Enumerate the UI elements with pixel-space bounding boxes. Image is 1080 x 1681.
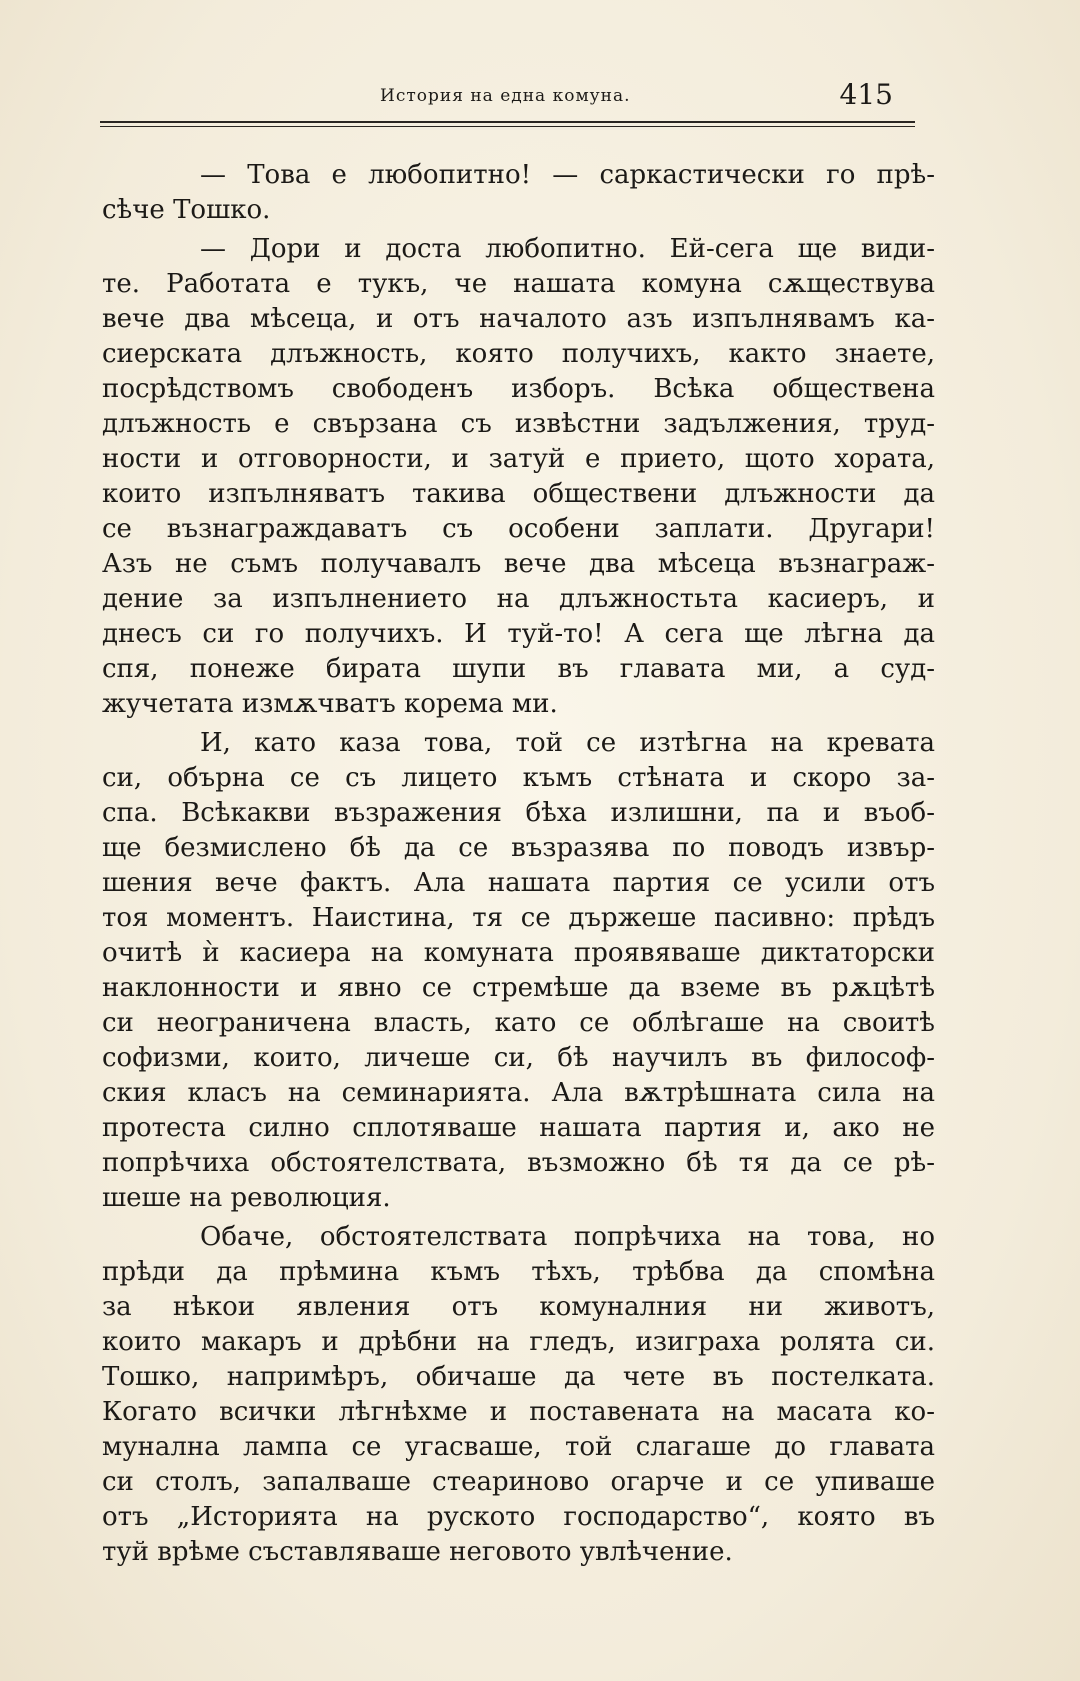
text-line: ще безмислено бѣ да се възразява по поводъ извър- <box>102 833 935 863</box>
text-line: попрѣчиха обстоятелствата, възможно бѣ тя да се рѣ- <box>102 1148 935 1178</box>
text-line: Когато всички лѣгнѣхме и поставената на масата ко- <box>102 1397 935 1427</box>
text-line: спа. Всѣкакви възражения бѣха излишни, па и въоб- <box>102 798 935 828</box>
text-line: софизми, които, личеше си, бѣ научилъ въ философ- <box>102 1043 935 1073</box>
text-line: длъжность е свързана съ извѣстни задължения, труд- <box>102 409 935 439</box>
text-line: шеше на революция. <box>102 1183 391 1213</box>
text-line: за нѣкои явления отъ комуналния ни животъ, <box>102 1292 935 1322</box>
text-line: протеста силно сплотяваше нашата партия и, ако не <box>102 1113 935 1143</box>
text-line: туй врѣме съставляваше неговото увлѣчение. <box>102 1537 733 1567</box>
text-line: — Това е любопитно! — саркастически го прѣ- <box>200 160 935 190</box>
text-line: шения вече фактъ. Ала нашата партия се усили отъ <box>102 868 935 898</box>
text-line: жучетата измѫчватъ корема ми. <box>102 689 558 719</box>
text-line: наклонности и явно се стремѣше да вземе въ рѫцѣтѣ <box>102 973 935 1003</box>
text-line: И, като каза това, той се изтѣгна на кревата <box>200 728 935 758</box>
text-line: сѣче Тошко. <box>102 195 271 225</box>
text-line: днесъ си го получихъ. И туй-то! А сега ще лѣгна да <box>102 619 935 649</box>
running-title: История на една комуна. <box>380 86 631 106</box>
text-line: които изпълняватъ такива обществени длъжности да <box>102 479 935 509</box>
header-rule-thin <box>100 126 915 127</box>
text-line: вече два мѣсеца, и отъ началото азъ изпълнявамъ ка- <box>102 304 935 334</box>
text-line: си столъ, запалваше стеариново огарче и се упиваше <box>102 1467 935 1497</box>
text-line: които макаръ и дрѣбни на гледъ, изиграха ролята си. <box>102 1327 935 1357</box>
page-header <box>100 78 915 122</box>
page-number: 415 <box>839 78 893 111</box>
header-rule-thick <box>100 121 915 123</box>
text-line: Обаче, обстоятелствата попрѣчиха на това, но <box>200 1222 935 1252</box>
text-line: Тошко, напримѣръ, обичаше да чете въ постелката. <box>102 1362 935 1392</box>
text-line: отъ „Историята на руското господарство“, която въ <box>102 1502 935 1532</box>
text-line: спя, понеже бирата шупи въ главата ми, а суд- <box>102 654 935 684</box>
text-line: — Дори и доста любопитно. Ей-сега ще види- <box>200 234 935 264</box>
text-line: дение за изпълнението на длъжностьта касиеръ, и <box>102 584 935 614</box>
text-line: ския класъ на семинарията. Ала вѫтрѣшната сила на <box>102 1078 935 1108</box>
text-line: ности и отговорности, и затуй е прието, щото хората, <box>102 444 935 474</box>
text-line: сиерската длъжность, която получихъ, както знаете, <box>102 339 935 369</box>
text-line: си неограничена власть, като се облѣгаше на своитѣ <box>102 1008 935 1038</box>
text-line: се възнаграждаватъ съ особени заплати. Другари! <box>102 514 935 544</box>
text-line: мунална лампа се угасваше, той слагаше до главата <box>102 1432 935 1462</box>
text-line: прѣди да прѣмина къмъ тѣхъ, трѣбва да спомѣна <box>102 1257 935 1287</box>
text-line: тоя моментъ. Наистина, тя се държеше пасивно: прѣдъ <box>102 903 935 933</box>
text-line: очитѣ ѝ касиера на комуната проявяваше диктаторски <box>102 938 935 968</box>
text-line: си, обърна се съ лицето къмъ стѣната и скоро за- <box>102 763 935 793</box>
text-line: те. Работата е тукъ, че нашата комуна сѫществува <box>102 269 935 299</box>
text-line: посрѣдствомъ свободенъ изборъ. Всѣка обществена <box>102 374 935 404</box>
text-line: Азъ не съмъ получавалъ вече два мѣсеца възнаграж- <box>102 549 935 579</box>
body-text <box>102 158 935 1570</box>
